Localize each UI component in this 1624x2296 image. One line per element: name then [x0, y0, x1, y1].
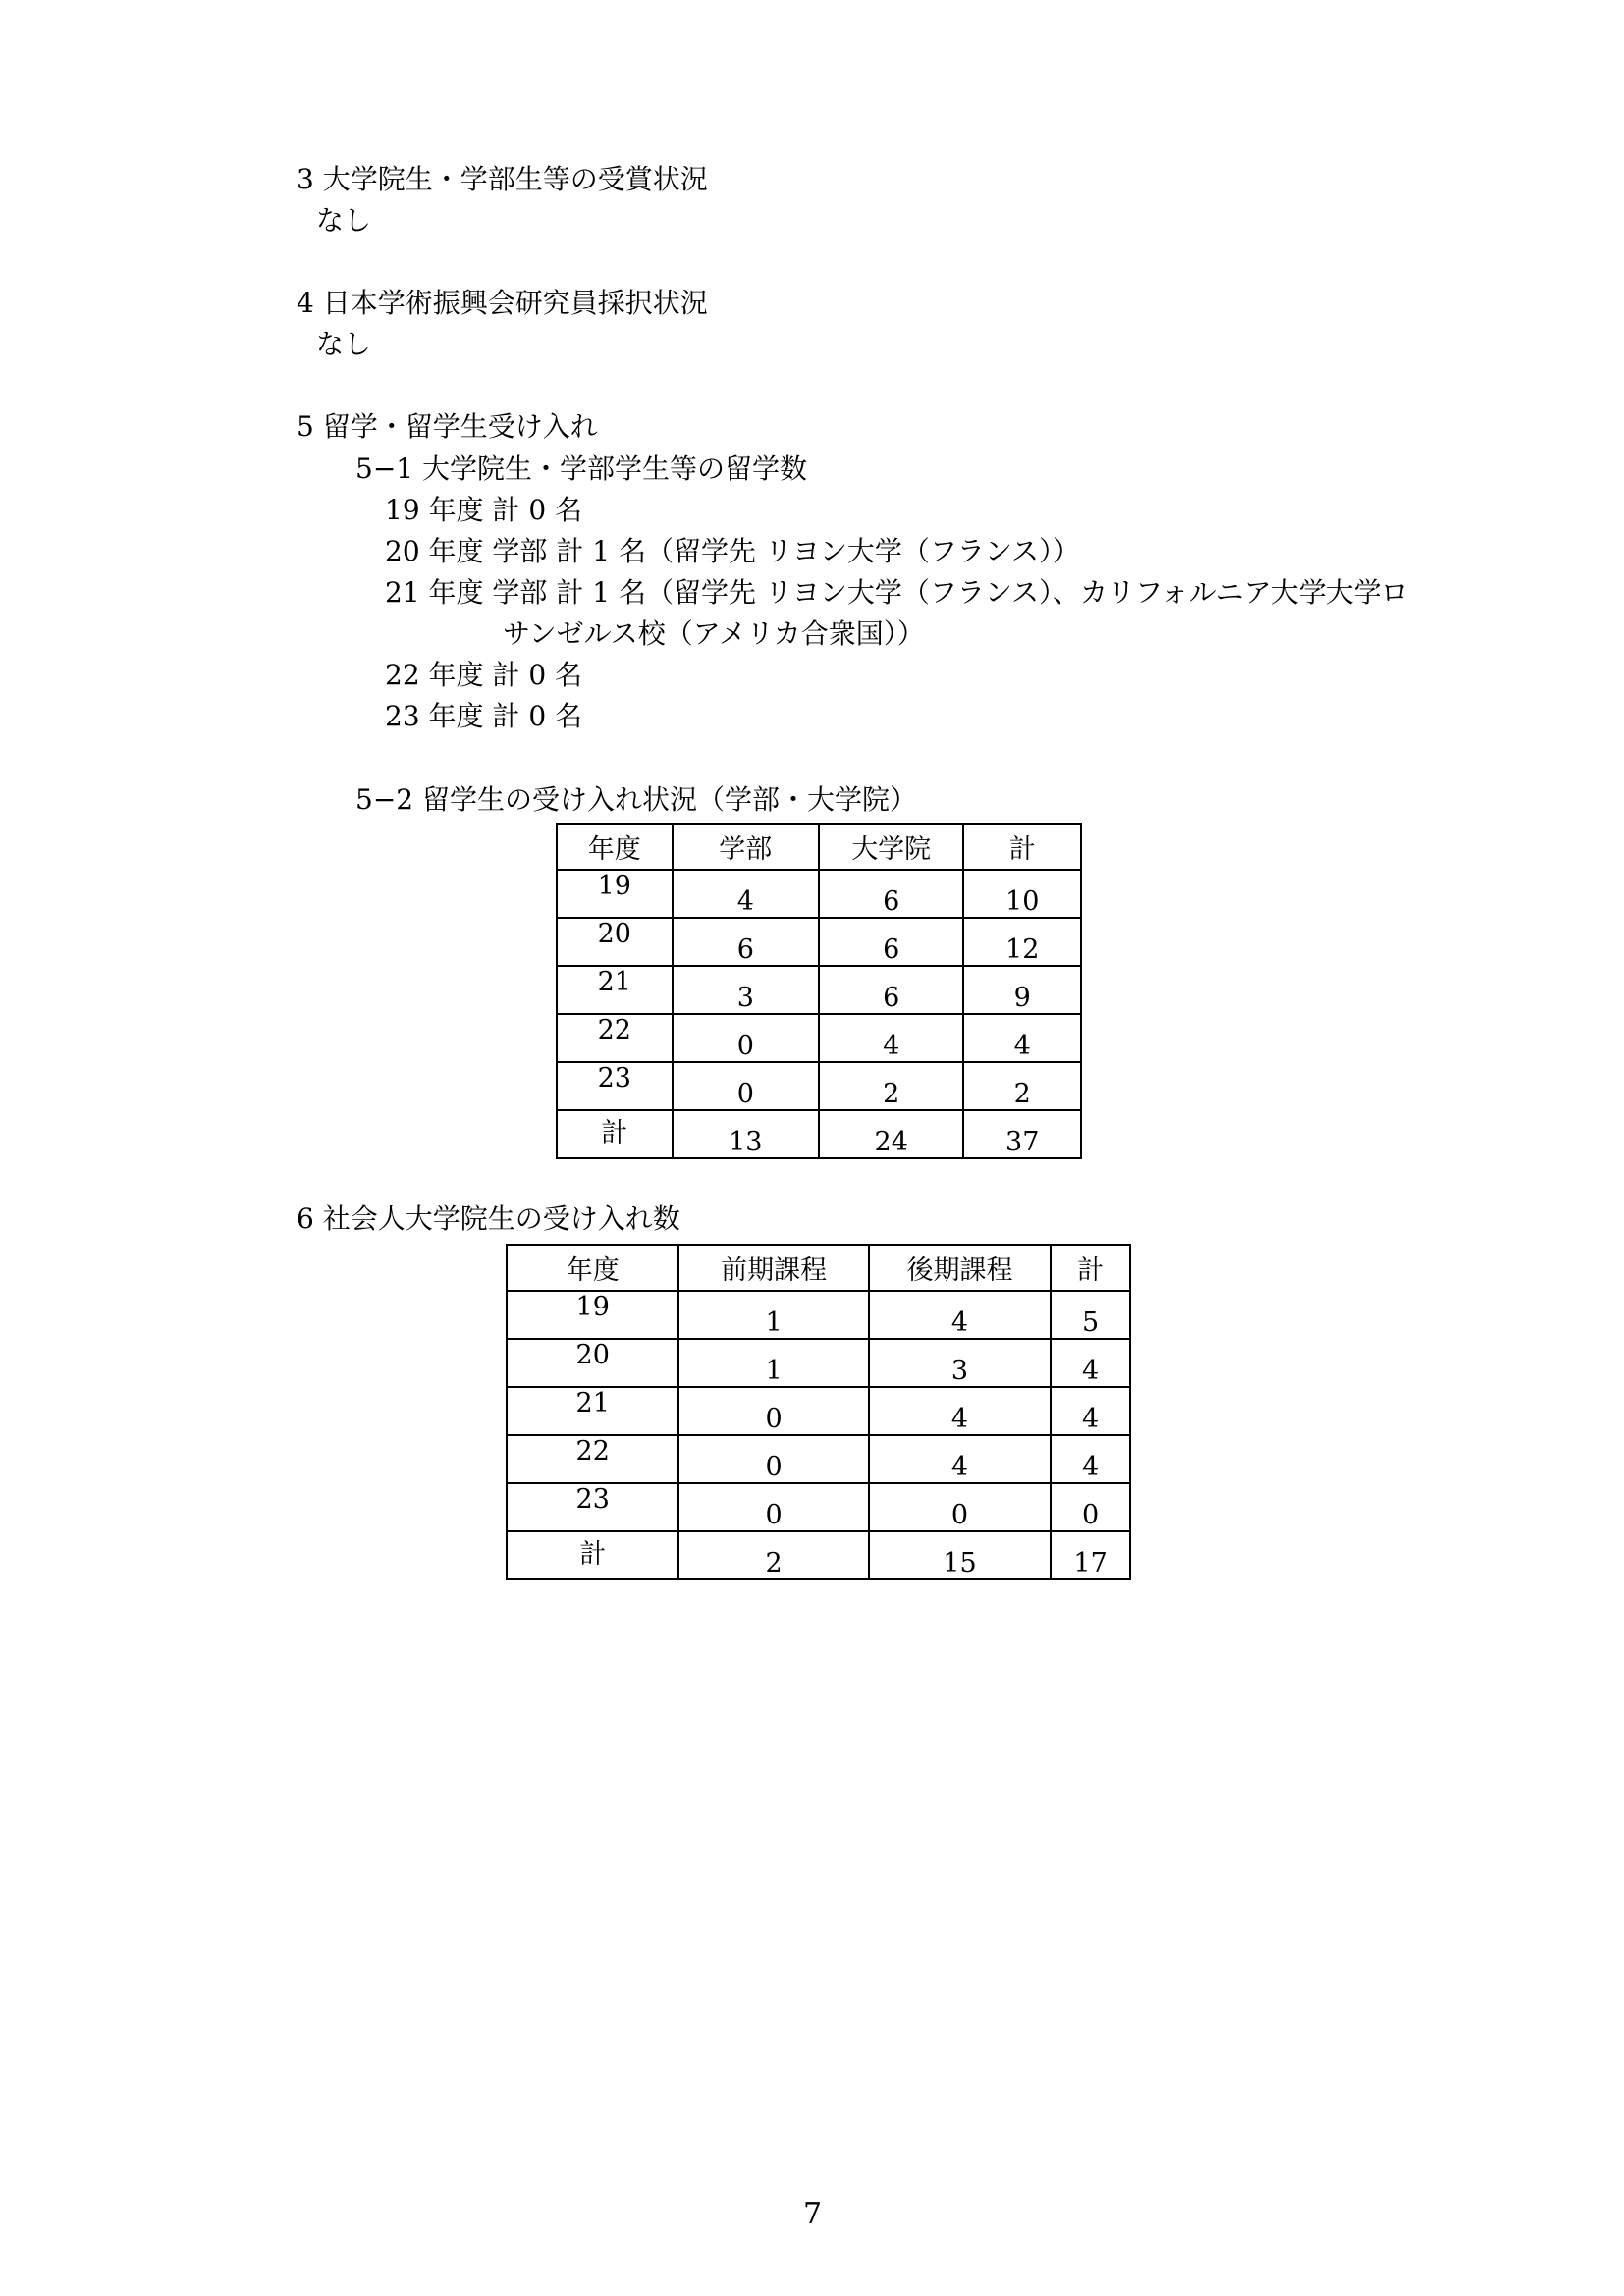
- table-cell: 計: [557, 1110, 673, 1158]
- table-cell: 5: [1051, 1291, 1130, 1339]
- table-cell: 6: [673, 918, 819, 966]
- section-6-heading: 6 社会人大学院生の受け入れ数: [297, 1202, 680, 1235]
- header-cell: 計: [1051, 1245, 1130, 1291]
- header-cell: 前期課程: [678, 1245, 868, 1291]
- table-cell: 3: [869, 1339, 1051, 1387]
- table-cell: 1: [678, 1339, 868, 1387]
- header-cell: 学部: [673, 824, 819, 870]
- table-cell: 22: [557, 1014, 673, 1062]
- table-cell: 13: [673, 1110, 819, 1158]
- table-cell: 37: [963, 1110, 1081, 1158]
- table-cell: 4: [869, 1435, 1051, 1483]
- table-cell: 9: [963, 966, 1081, 1014]
- section-5-2-heading: 5−2 留学生の受け入れ状況（学部・大学院）: [355, 783, 917, 816]
- page-number: 7: [803, 2197, 823, 2231]
- section-5-heading: 5 留学・留学生受け入れ: [297, 410, 598, 443]
- table-row: [507, 1387, 1130, 1435]
- table-header-row: [557, 824, 1081, 870]
- study-abroad-line: 19 年度 計 0 名: [385, 494, 583, 526]
- table-row: [557, 966, 1081, 1014]
- table-cell: 4: [869, 1291, 1051, 1339]
- table-cell: 4: [673, 870, 819, 918]
- header-cell: 年度: [557, 824, 673, 870]
- table-row: [507, 1339, 1130, 1387]
- section-3-heading: 3 大学院生・学部生等の受賞状況: [297, 163, 708, 195]
- table-cell: 1: [678, 1291, 868, 1339]
- study-abroad-line: サンゼルス校（アメリカ合衆国））: [503, 617, 925, 650]
- table-cell: 24: [819, 1110, 963, 1158]
- table-cell: 4: [1051, 1387, 1130, 1435]
- table-cell: 4: [869, 1387, 1051, 1435]
- study-abroad-line: 23 年度 計 0 名: [385, 700, 583, 732]
- table-cell: 2: [963, 1062, 1081, 1110]
- table-cell: 19: [507, 1291, 678, 1339]
- table-row: [557, 1014, 1081, 1062]
- table-cell: 17: [1051, 1531, 1130, 1579]
- table-row: [557, 918, 1081, 966]
- table-cell: 6: [819, 870, 963, 918]
- table-row: [557, 1062, 1081, 1110]
- table-cell: 0: [673, 1062, 819, 1110]
- table-cell: 0: [1051, 1483, 1130, 1531]
- header-cell: 大学院: [819, 824, 963, 870]
- table-cell: 0: [678, 1387, 868, 1435]
- working-adult-students-table: [506, 1244, 1131, 1580]
- table-header-row: [507, 1245, 1130, 1291]
- section-4-body: なし: [316, 328, 372, 360]
- header-cell: 後期課程: [869, 1245, 1051, 1291]
- table-cell: 3: [673, 966, 819, 1014]
- table-cell: 20: [507, 1339, 678, 1387]
- table-row: [507, 1435, 1130, 1483]
- table-cell: 20: [557, 918, 673, 966]
- header-cell: 年度: [507, 1245, 678, 1291]
- table-cell: 6: [819, 966, 963, 1014]
- table-cell: 10: [963, 870, 1081, 918]
- section-5-1-heading: 5−1 大学院生・学部学生等の留学数: [355, 453, 807, 485]
- table-cell: 4: [819, 1014, 963, 1062]
- table-cell: 0: [869, 1483, 1051, 1531]
- table-cell: 15: [869, 1531, 1051, 1579]
- study-abroad-line: 21 年度 学部 計 1 名（留学先 リヨン大学（フランス）、カリフォルニア大学大学ロ: [385, 576, 1409, 609]
- table-cell: 21: [557, 966, 673, 1014]
- section-3-body: なし: [316, 204, 372, 237]
- table-cell: 22: [507, 1435, 678, 1483]
- table-total-row: [507, 1531, 1130, 1579]
- table-cell: 4: [963, 1014, 1081, 1062]
- table-row: [507, 1291, 1130, 1339]
- table-cell: 4: [1051, 1339, 1130, 1387]
- international-students-table: [556, 823, 1082, 1159]
- header-cell: 計: [963, 824, 1081, 870]
- table-cell: 4: [1051, 1435, 1130, 1483]
- study-abroad-line: 20 年度 学部 計 1 名（留学先 リヨン大学（フランス））: [385, 535, 1081, 567]
- section-4-heading: 4 日本学術振興会研究員採択状況: [297, 287, 708, 319]
- table-row: [507, 1483, 1130, 1531]
- table-cell: 23: [557, 1062, 673, 1110]
- table-cell: 12: [963, 918, 1081, 966]
- table-cell: 19: [557, 870, 673, 918]
- table-cell: 0: [673, 1014, 819, 1062]
- table-cell: 0: [678, 1483, 868, 1531]
- table-cell: 23: [507, 1483, 678, 1531]
- table-cell: 2: [678, 1531, 868, 1579]
- table-cell: 計: [507, 1531, 678, 1579]
- table-total-row: [557, 1110, 1081, 1158]
- table-cell: 21: [507, 1387, 678, 1435]
- table-cell: 6: [819, 918, 963, 966]
- study-abroad-line: 22 年度 計 0 名: [385, 659, 583, 691]
- table-cell: 0: [678, 1435, 868, 1483]
- table-cell: 2: [819, 1062, 963, 1110]
- table-row: [557, 870, 1081, 918]
